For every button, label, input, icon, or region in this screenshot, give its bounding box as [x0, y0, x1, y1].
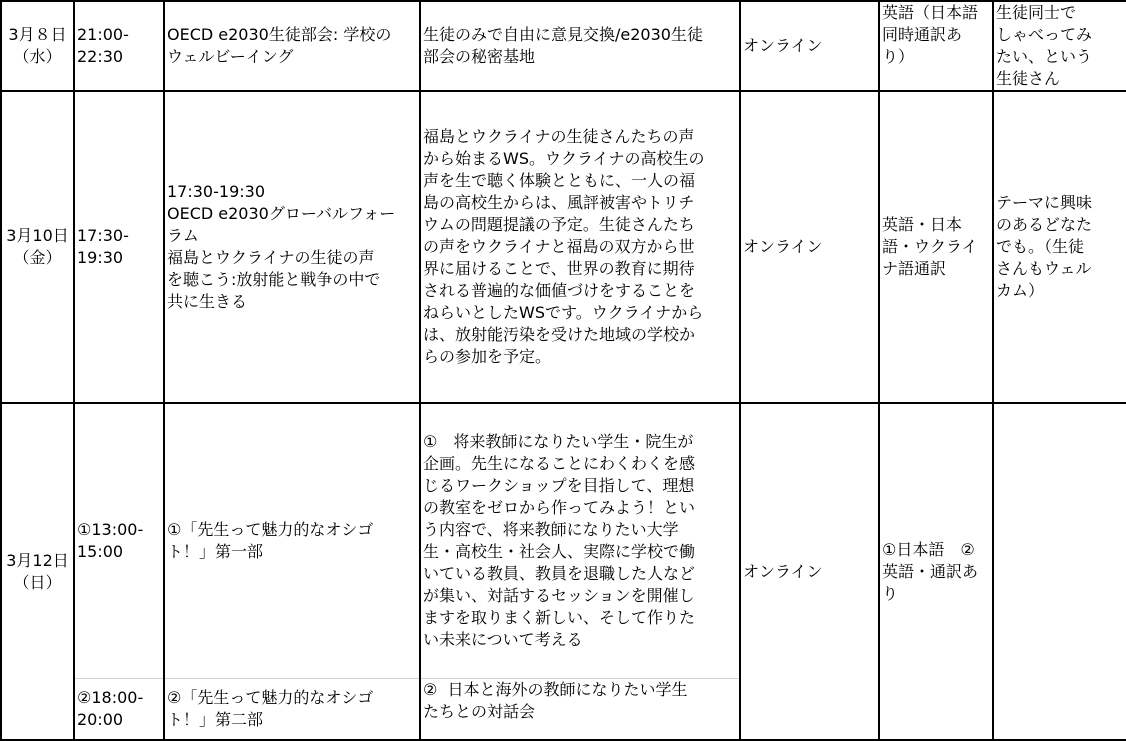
target-cell: テーマに興味 のあるどなた でも。（生徒 さんもウェル カム） — [993, 91, 1126, 403]
time-cell: 21:00- 22:30 — [74, 1, 164, 91]
format-cell: オンライン — [740, 403, 879, 740]
target-cell — [993, 403, 1126, 740]
language-cell: 英語（日本語 同時通訳あ り） — [879, 1, 993, 91]
description-cell-part2: ② 日本と海外の教師になりたい学生 たちとの対話会 — [420, 678, 740, 740]
description-cell: 生徒のみで自由に意見交換/e2030生徒 部会の秘密基地 — [420, 1, 740, 91]
time-cell: 17:30- 19:30 — [74, 91, 164, 403]
date-cell: 3月10日 （金） — [1, 91, 74, 403]
format-cell: オンライン — [740, 1, 879, 91]
language-cell: ①日本語 ② 英語・通訳あ り — [879, 403, 993, 740]
title-cell: 17:30-19:30 OECD e2030グローバルフォー ラム 福島とウクライナの生徒の声 を聴こう:放射能と戦争の中で 共に生きる — [164, 91, 420, 403]
schedule-row — [1, 91, 1126, 403]
schedule-row — [1, 1, 1126, 91]
title-cell: OECD e2030生徒部会: 学校の ウェルビーイング — [164, 1, 420, 91]
title-cell-part2: ②「先生って魅力的なオシゴ ト！」第二部 — [164, 678, 420, 740]
description-cell: 福島とウクライナの生徒さんたちの声 から始まるWS。ウクライナの高校生の 声を生で聴く体験とともに、一人の福 島の高校生からは、風評被害やトリチ ウムの問題提議の予定。生徒さんたち の声をウクライナと福島の双方から世 界に届けることで、世界の教育に期待 される普遍的な価値づけをすることを ねらいとしたWSです。ウクライナから は、放射能汚染を受けた地域の学校か らの参加を予定。 — [420, 91, 740, 403]
date-cell: 3月８日 （水） — [1, 1, 74, 91]
description-cell-part1: ① 将来教師になりたい学生・院生が 企画。先生になることにわくわくを感 じるワークショップを目指して、理想 の教室をゼロから作ってみよう！とい う内容で、将来教師になりたい大学 生・高校生・社会人、実際に学校で働 いている教員、教員を退職した人など が集い、対話するセッションを開催し ますを取りまく新しい、そして作りた い未来について考える — [420, 403, 740, 678]
format-cell: オンライン — [740, 91, 879, 403]
title-cell-part1: ①「先生って魅力的なオシゴ ト！」第一部 — [164, 403, 420, 678]
time-cell-part2: ②18:00- 20:00 — [74, 678, 164, 740]
time-cell-part1: ①13:00- 15:00 — [74, 403, 164, 678]
schedule-row — [1, 403, 1126, 678]
language-cell: 英語・日本 語・ウクライ ナ語通訳 — [879, 91, 993, 403]
date-cell: 3月12日 （日） — [1, 403, 74, 740]
target-cell: 生徒同士で しゃべってみ たい、という 生徒さん — [993, 1, 1126, 91]
